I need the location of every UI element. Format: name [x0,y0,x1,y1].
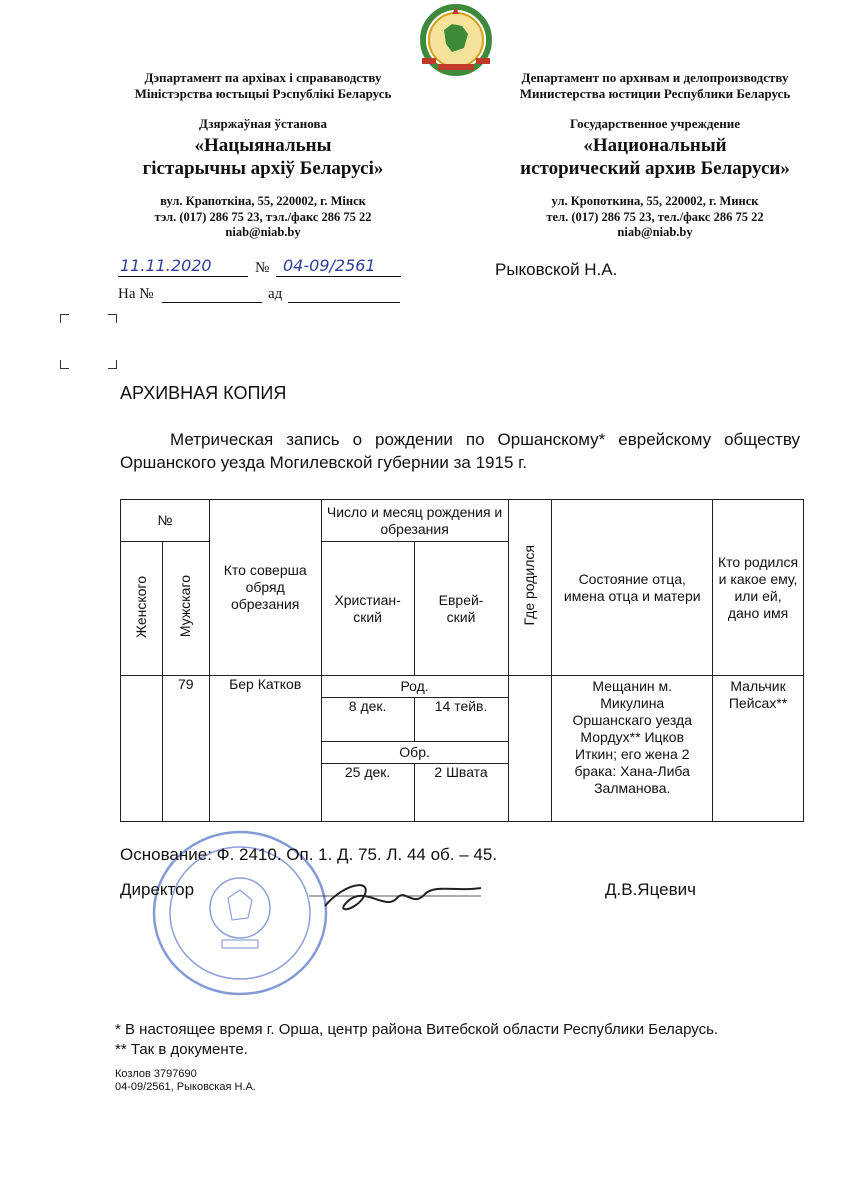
right-addr1: ул. Кропоткина, 55, 220002, г. Минск [551,194,759,208]
corner-mark [108,360,117,369]
outgoing-date-line [118,258,403,280]
header-where [508,500,552,676]
recipient: Рыковской Н.А. [495,260,618,279]
right-dept-line1: Департамент по архивам и делопроизводству [521,70,789,85]
header-where-text: Где родился [521,545,538,626]
row-birth-label: Род. [321,676,508,698]
row-birth-jewish: 14 тейв. [414,698,508,742]
outgoing-number: 04-09/2561 [283,256,376,275]
reply-line [118,286,403,306]
header-who: Кто родился и какое ему, или ей, дано имя [713,500,804,676]
right-addr2: тел. (017) 286 75 23, тел./факс 286 75 22 [546,209,764,224]
director-label: Директор [120,880,195,899]
executor-line-2: 04-09/2561, Рыковская Н.А. [115,1081,256,1093]
row-circ-christian: 25 дек. [321,764,414,822]
right-header [495,70,815,241]
header-date: Число и месяц рождения и обрезания [321,500,508,542]
director-signature [305,872,485,922]
header-male: Мужскаго [162,542,209,676]
reply-label: На № [118,286,154,302]
row-circ-label: Обр. [321,742,508,764]
director-name: Д.В.Яцевич [605,880,696,899]
footnote-2: ** Так в документе. [115,1041,248,1058]
left-addr1: вул. Крапоткіна, 55, 220002, г. Мінск [160,194,366,208]
header-parents: Состояние отца, имена отца и матери [552,500,713,676]
row-female [121,676,163,822]
left-header [108,70,418,241]
corner-mark [60,314,69,323]
basis-line: Основание: Ф. 2410. Оп. 1. Д. 75. Л. 44 об. – 45. [120,845,498,864]
from-label: ад [268,286,283,302]
row-birth-christian: 8 дек. [321,698,414,742]
left-dept-line1: Дэпартамент па архівах і справаводству [144,70,382,85]
left-type: Дзяржаўная ўстанова [199,116,327,131]
left-name1: «Нацыянальны [194,135,332,156]
right-dept-line2: Министерства юстиции Республики Беларусь [519,86,791,101]
header-female: Женского [121,542,163,676]
intro-paragraph: Метрическая запись о рождении по Оршанскому* еврейскому обществу Оршанского уезда Могилевской губернии за 1915 г. [120,430,800,472]
doc-title: АРХИВНАЯ КОПИЯ [120,383,287,403]
right-name1: «Национальный [583,135,727,156]
footnote-1: * В настоящее время г. Орша, центр района Витебской области Республики Беларусь. [115,1021,719,1038]
right-name2: исторический архив Беларуси» [520,158,790,179]
row-male: 79 [162,676,209,822]
outgoing-no-label: № [255,260,270,276]
right-email: niab@niab.by [617,225,693,239]
header-christian: Христиан-ский [321,542,414,676]
corner-mark [60,360,69,369]
outgoing-date: 11.11.2020 [120,256,212,275]
executor-line-1: Козлов 3797690 [115,1068,197,1080]
row-circ-jewish: 2 Швата [414,764,508,822]
state-emblem [418,4,494,76]
corner-mark [108,314,117,323]
header-performer: Кто совершa обряд обрезания [209,500,321,676]
row-performer: Бер Катков [209,676,321,822]
header-no: № [121,500,210,542]
row-where [508,676,552,822]
left-dept-line2: Міністэрства юстыцыі Рэспублікі Беларусь [134,86,392,101]
left-addr2: тэл. (017) 286 75 23, тэл./факс 286 75 22 [154,209,372,224]
metric-table [120,499,804,822]
row-who: Мальчик Пейсах** [713,676,804,822]
right-type: Государственное учреждение [569,116,740,131]
row-parents: Мещанин м. Микулина Оршанскаго уезда Мордух** Ицков Иткин; его жена 2 брака: Хана-Либа Залманова. [552,676,713,822]
left-email: niab@niab.by [225,225,301,239]
header-jewish: Еврей-ский [414,542,508,676]
left-name2: гістарычны архіў Беларусі» [142,158,384,179]
